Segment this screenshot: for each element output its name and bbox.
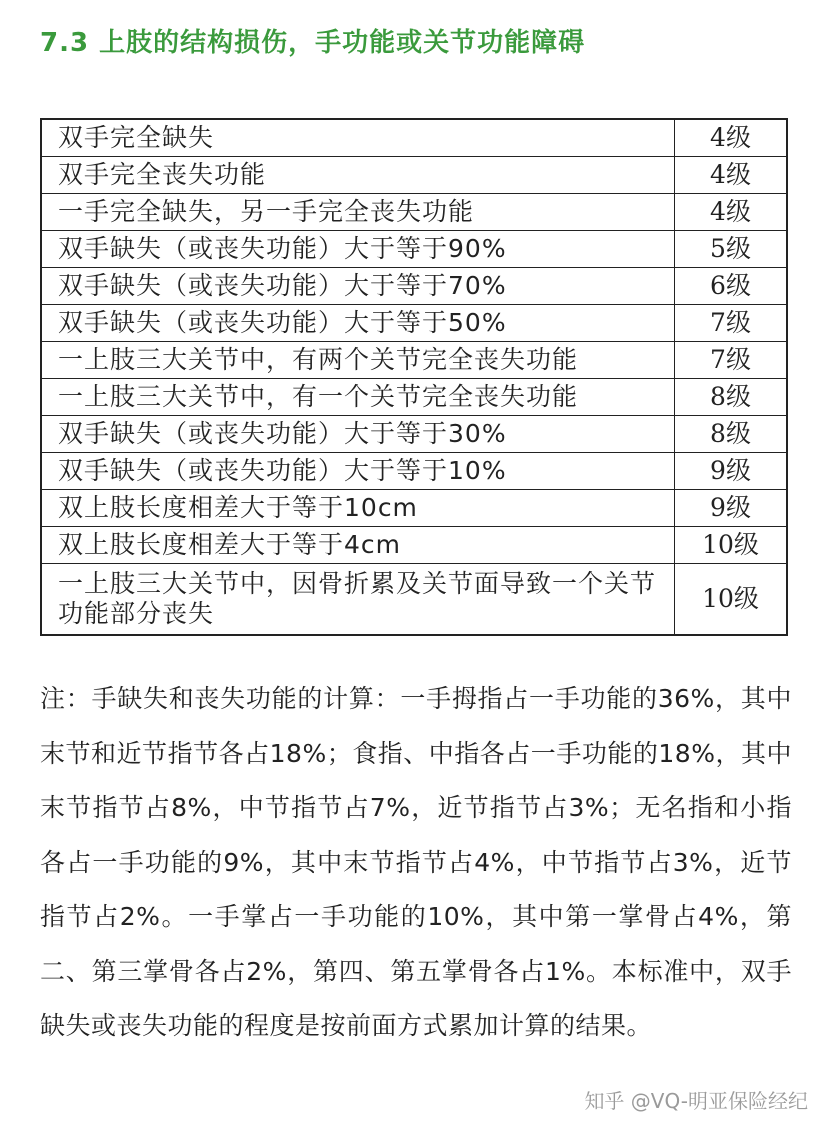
row-level: 4级: [675, 157, 788, 194]
row-level: 5级: [675, 231, 788, 268]
row-description: 一上肢三大关节中，有一个关节完全丧失功能: [41, 379, 675, 416]
table-row: [41, 305, 787, 342]
table-row: [41, 416, 787, 453]
table-row: [41, 231, 787, 268]
table-row: [41, 194, 787, 231]
row-level: 9级: [675, 453, 788, 490]
table-row: [41, 527, 787, 564]
row-description: 双手缺失（或丧失功能）大于等于10%: [41, 453, 675, 490]
row-description: 一手完全缺失，另一手完全丧失功能: [41, 194, 675, 231]
row-level: 8级: [675, 416, 788, 453]
row-level: 10级: [675, 527, 788, 564]
row-description: 双手缺失（或丧失功能）大于等于30%: [41, 416, 675, 453]
table-row: [41, 119, 787, 157]
source-watermark: 知乎 @VQ-明亚保险经纪: [584, 1089, 808, 1113]
row-description: 一上肢三大关节中，有两个关节完全丧失功能: [41, 342, 675, 379]
row-description: 双上肢长度相差大于等于4cm: [41, 527, 675, 564]
table-row: [41, 342, 787, 379]
table-row: [41, 453, 787, 490]
row-level: 6级: [675, 268, 788, 305]
row-description: 一上肢三大关节中，因骨折累及关节面导致一个关节功能部分丧失: [41, 564, 675, 636]
row-description: 双手缺失（或丧失功能）大于等于90%: [41, 231, 675, 268]
table-row: [41, 379, 787, 416]
row-description: 双上肢长度相差大于等于10cm: [41, 490, 675, 527]
row-description: 双手完全丧失功能: [41, 157, 675, 194]
row-level: 7级: [675, 305, 788, 342]
table-row: [41, 157, 787, 194]
row-description: 双手缺失（或丧失功能）大于等于70%: [41, 268, 675, 305]
row-level: 8级: [675, 379, 788, 416]
row-level: 10级: [675, 564, 788, 636]
table-row: [41, 490, 787, 527]
row-level: 7级: [675, 342, 788, 379]
row-level: 9级: [675, 490, 788, 527]
table-row: [41, 268, 787, 305]
section-title: 7.3 上肢的结构损伤，手功能或关节功能障碍: [40, 28, 586, 58]
disability-grade-table: [40, 118, 788, 636]
row-description: 双手缺失（或丧失功能）大于等于50%: [41, 305, 675, 342]
row-level: 4级: [675, 119, 788, 157]
cropped-previous-line: [0, 0, 828, 8]
table-row: [41, 564, 787, 636]
row-description: 双手完全缺失: [41, 119, 675, 157]
calculation-note: 注：手缺失和丧失功能的计算：一手拇指占一手功能的36%，其中末节和近节指节各占18%；食指、中指各占一手功能的18%，其中末节指节占8%，中节指节占7%，近节指节占3%；无名指和小指各占一手功能的9%，其中末节指节占4%，中节指节占3%，近节指节占2%。一手掌占一手功能的10%，其中第一掌骨占4%，第二、第三掌骨各占2%，第四、第五掌骨各占1%。本标准中，双手缺失或丧失功能的程度是按前面方式累加计算的结果。: [40, 684, 792, 1040]
row-level: 4级: [675, 194, 788, 231]
